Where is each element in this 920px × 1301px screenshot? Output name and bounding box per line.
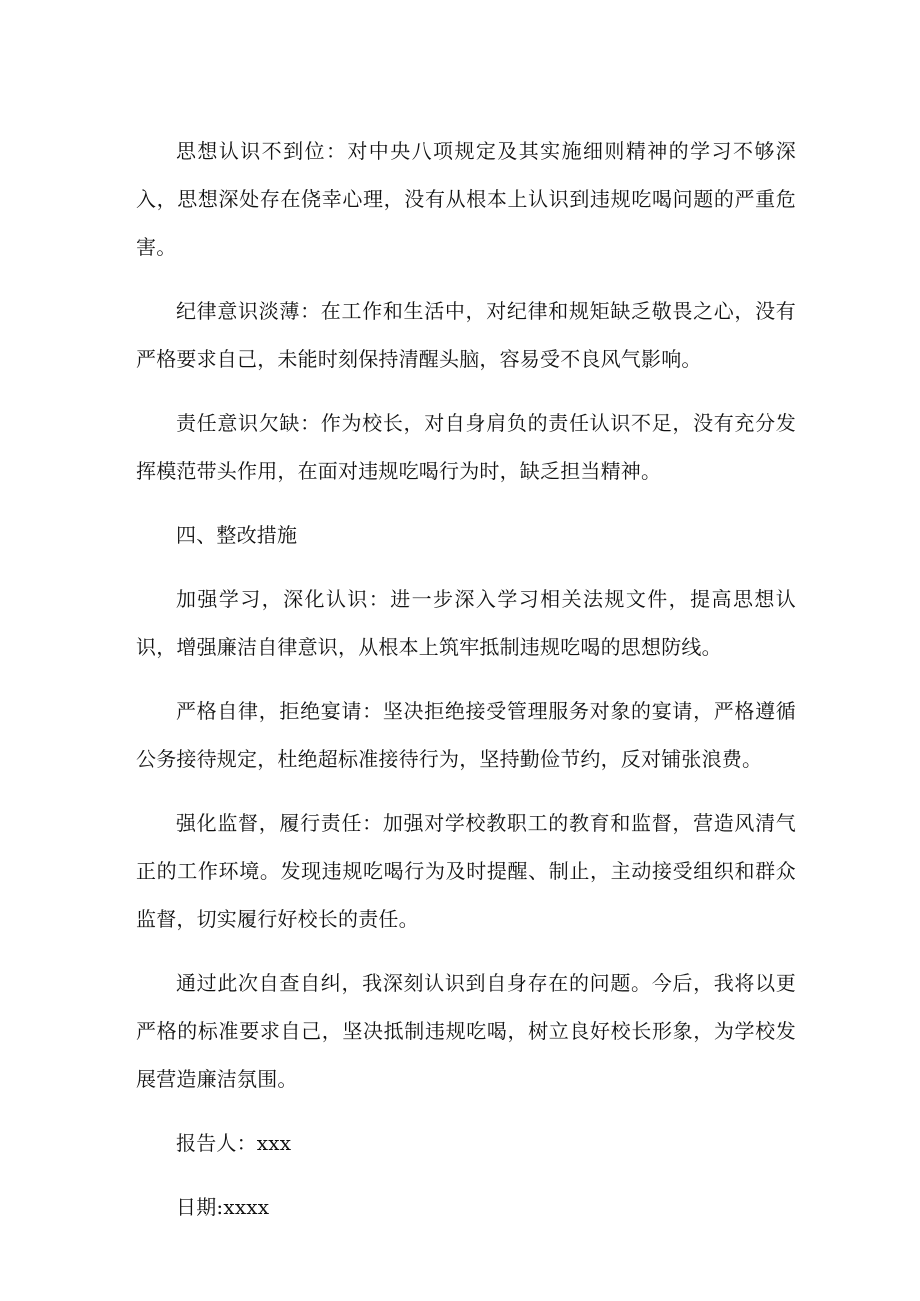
paragraph-strengthen-learning: 加强学习，深化认识：进一步深入学习相关法规文件，提高思想认识，增强廉洁自律意识，从根本上筑牢抵制违规吃喝的思想防线。 <box>136 587 796 659</box>
paragraph-responsibility-awareness: 责任意识欠缺：作为校长，对自身肩负的责任认识不足，没有充分发挥模范带头作用，在面对违规吃喝行为时，缺乏担当精神。 <box>136 411 796 483</box>
paragraph-supervision: 强化监督，履行责任：加强对学校教职工的教育和监督，营造风清气正的工作环境。发现违规吃喝行为及时提醒、制止，主动接受组织和群众监督，切实履行好校长的责任。 <box>136 811 796 931</box>
document-body <box>136 127 796 1247</box>
paragraph-conclusion: 通过此次自查自纠，我深刻认识到自身存在的问题。今后，我将以更严格的标准要求自己，坚决抵制违规吃喝，树立良好校长形象，为学校发展营造廉洁氛围。 <box>136 971 796 1091</box>
paragraph-discipline-awareness: 纪律意识淡薄：在工作和生活中，对纪律和规矩缺乏敬畏之心，没有严格要求自己，未能时刻保持清醒头脑，容易受不良风气影响。 <box>136 299 796 371</box>
paragraph-ideological-awareness: 思想认识不到位：对中央八项规定及其实施细则精神的学习不够深入，思想深处存在侥幸心理，没有从根本上认识到违规吃喝问题的严重危害。 <box>136 139 796 259</box>
date-line: 日期:xxxx <box>176 1195 270 1219</box>
section-heading-rectification: 四、整改措施 <box>176 523 298 547</box>
paragraph-self-discipline: 严格自律，拒绝宴请：坚决拒绝接受管理服务对象的宴请，严格遵循公务接待规定，杜绝超标准接待行为，坚持勤俭节约，反对铺张浪费。 <box>136 699 796 771</box>
reporter-line: 报告人：xxx <box>176 1131 292 1155</box>
